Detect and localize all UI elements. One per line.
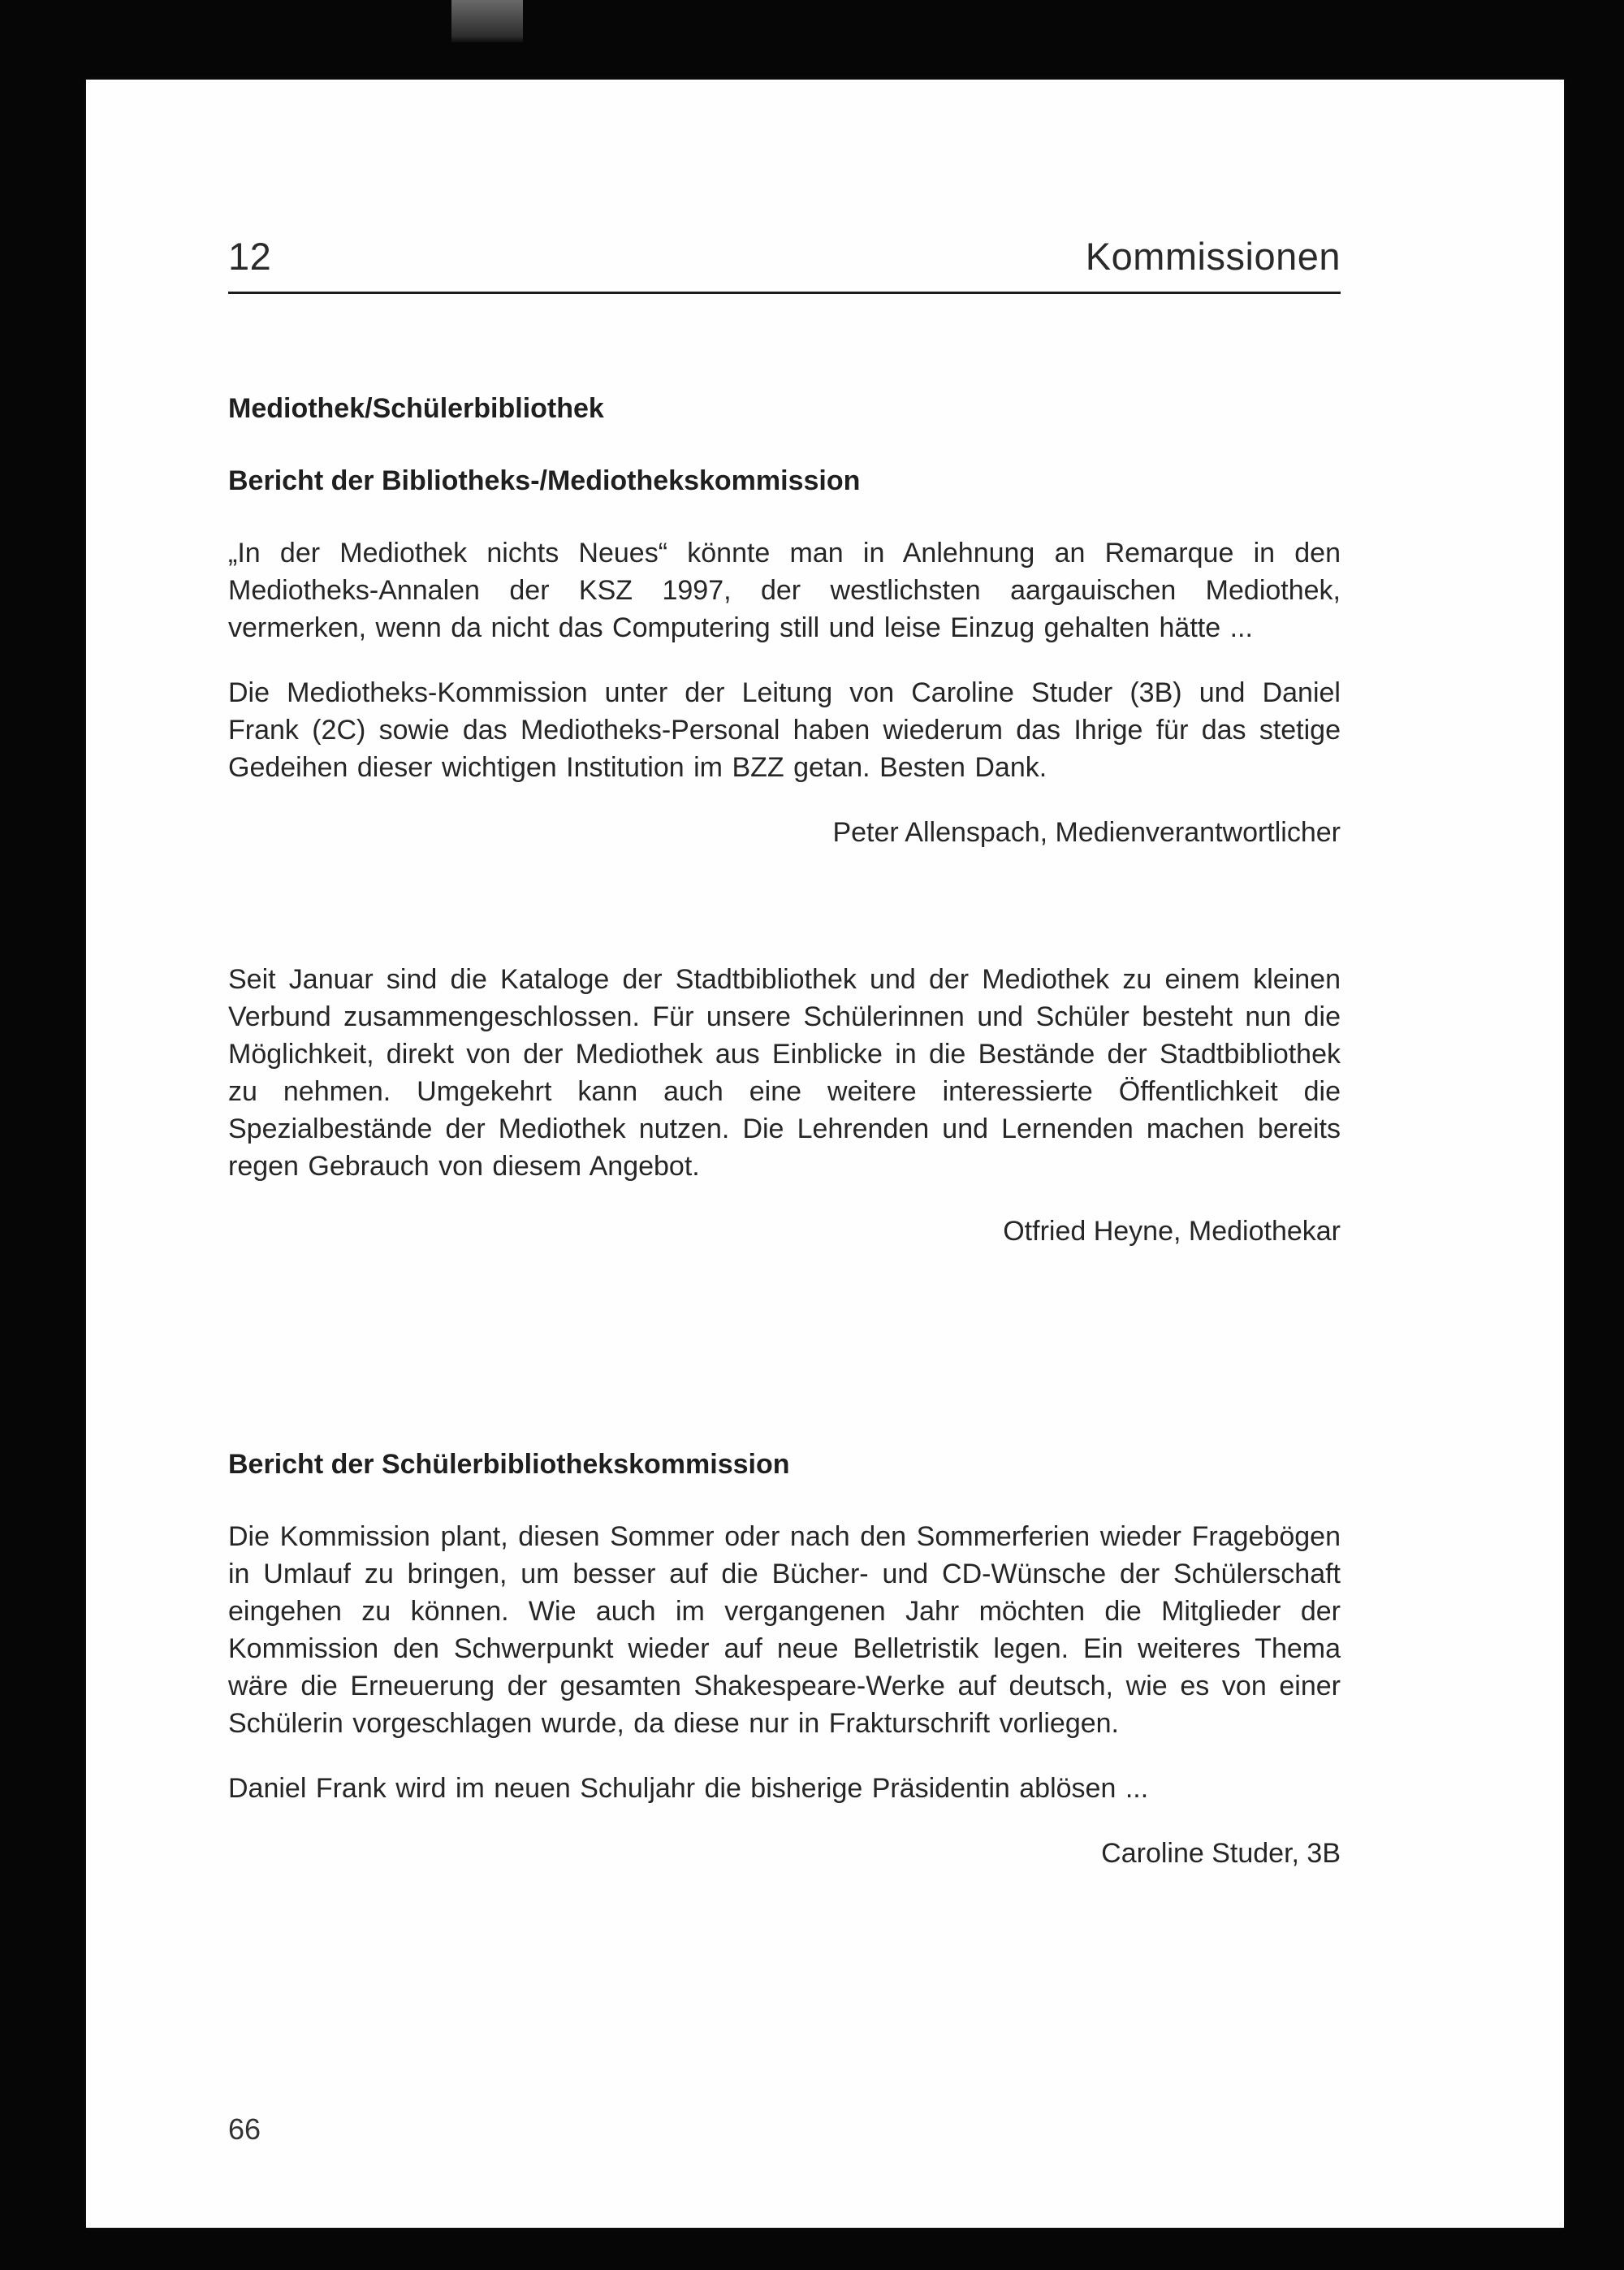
header-page-number: 12	[228, 235, 272, 278]
paragraph-3: Seit Januar sind die Kataloge der Stadtbibliothek und der Mediothek zu einem kleinen Verbund zusammengeschlossen. Für unsere Schülerinnen und Schüler besteht nun die Möglichkeit, direkt von der Mediothek aus Einblicke in die Bestände der Stadtbibliothek zu nehmen. Umgekehrt kann auch eine weitere interessierte Öffentlichkeit die Spezialbestände der Mediothek nutzen. Die Lehrenden und Lernenden machen bereits regen Gebrauch von diesem Angebot.	[228, 964, 1341, 1182]
section-heading-main: Mediothek/Schülerbibliothek	[228, 393, 604, 424]
header-rule	[228, 292, 1341, 294]
paragraph-1: „In der Mediothek nichts Neues“ könnte man in Anlehnung an Remarque in den Mediotheks-Annalen der KSZ 1997, der westlichsten aargauischen Mediothek, vermerken, wenn da nicht das Computering still und leise Einzug gehalten hätte ...	[228, 538, 1341, 643]
signature-2: Otfried Heyne, Mediothekar	[1003, 1216, 1341, 1247]
paragraph-5: Daniel Frank wird im neuen Schuljahr die bisherige Präsidentin ablösen ...	[228, 1773, 1149, 1804]
document-page	[86, 80, 1564, 2228]
page-header	[228, 234, 1341, 279]
signature-3: Caroline Studer, 3B	[1101, 1838, 1341, 1869]
paragraph-2: Die Mediotheks-Kommission unter der Leitung von Caroline Studer (3B) und Daniel Frank (2C) sowie das Mediotheks-Personal haben wiederum das Ihrige für das stetige Gedeihen dieser wichtigen Institution im BZZ getan. Besten Dank.	[228, 677, 1341, 783]
header-chapter-title: Kommissionen	[1085, 235, 1341, 278]
page-content	[86, 80, 1564, 2228]
report-heading-2: Bericht der Schülerbibliothekskommission	[228, 1449, 790, 1480]
paragraph-4: Die Kommission plant, diesen Sommer oder nach den Sommerferien wieder Fragebögen in Umlauf zu bringen, um besser auf die Bücher- und CD-Wünsche der Schülerschaft eingehen zu können. Wie auch im vergangenen Jahr möchten die Mitglieder der Kommission den Schwerpunkt wieder auf neue Belletristik legen. Ein weiteres Thema wäre die Erneuerung der gesamten Shakespeare-Werke auf deutsch, wie es von einer Schülerin vorgeschlagen wurde, da diese nur in Frakturschrift vorliegen.	[228, 1521, 1341, 1739]
footer-page-number: 66	[228, 2112, 261, 2146]
signature-1: Peter Allenspach, Medienverantwortlicher	[832, 817, 1341, 848]
report-heading-1: Bericht der Bibliotheks-/Mediothekskommission	[228, 465, 861, 496]
scan-artifact-strip	[451, 0, 523, 42]
